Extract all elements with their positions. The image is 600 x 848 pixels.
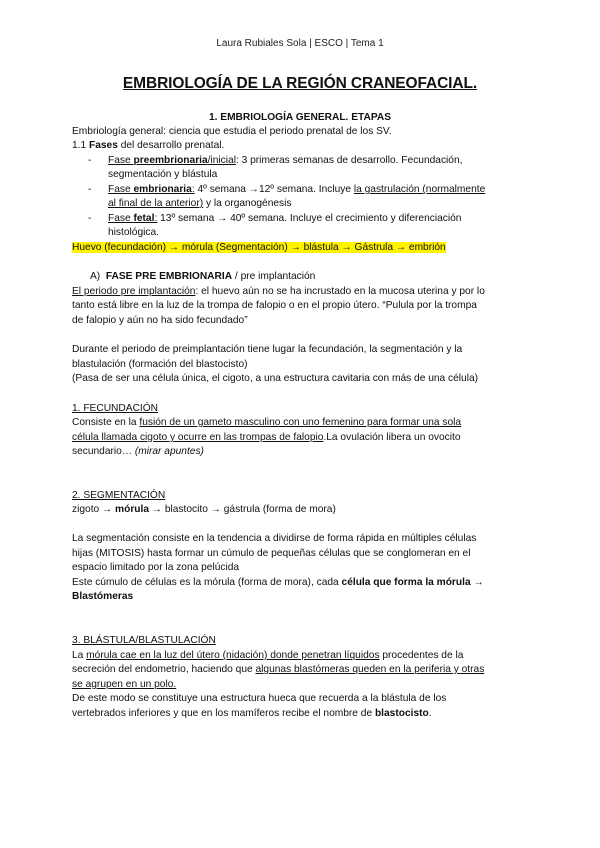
bullet-embrionaria-cont: al final de la anterior) y la organogénesis bbox=[108, 198, 292, 209]
bullet-text: 4º semana →12º semana. Incluye bbox=[194, 184, 354, 195]
bullet-label: Fase preembrionaria/inicial bbox=[108, 155, 236, 166]
blastula-l1: La mórula cae en la luz del útero (nidación) donde penetran líquidos procedentes de la bbox=[72, 650, 464, 661]
preimplant-p1-l1: El periodo pre implantación: el huevo aún no se ha incrustado en la mucosa uterina y por lo bbox=[72, 286, 485, 297]
fases-line bbox=[72, 139, 542, 154]
preimplant-p2-l3: (Pasa de ser una célula única, el cigoto, a una estructura cavitaria con más de una célula) bbox=[72, 373, 479, 384]
subsection-a-heading: A) FASE PRE EMBRIONARIA / pre implantación bbox=[90, 271, 316, 282]
blastula-l5: vertebrados inferiores y que en los mamíferos recibe el nombre de blastocisto. bbox=[72, 708, 432, 719]
fases-prefix: 1.1 bbox=[72, 140, 89, 151]
bullet-underlined: la gastrulación (normalmente bbox=[353, 184, 486, 195]
bullet-dash: - bbox=[88, 155, 92, 166]
highlight-sequence: Huevo (fecundación) → mórula (Segmentación) → blástula → Gástrula → embrión bbox=[72, 242, 446, 253]
segmentacion-p-l3: espacio limitado por la zona pelúcida bbox=[72, 562, 240, 573]
bullet-preembrionaria-cont: segmentación y blástula bbox=[108, 169, 218, 180]
segmentacion-sequence: zigoto → mórula → blastocito → gástrula (forma de mora) bbox=[72, 504, 336, 515]
segmentacion-p-l2: hijas (MITOSIS) hasta formar un cúmulo de pequeñas células que se conglomeran en el bbox=[72, 548, 471, 559]
blastula-l2: secreción del endometrio, haciendo que algunas blastómeras queden en la periferia y otras bbox=[72, 664, 485, 675]
segmentacion-heading: 2. SEGMENTACIÓN bbox=[72, 490, 166, 501]
fecundacion-l2: célula llamada cigoto y ocurre en las trompas de falopio.La ovulación libera un ovocito bbox=[72, 432, 461, 443]
bullet-fetal-cont: histológica. bbox=[108, 227, 159, 238]
fases-rest: del desarrollo prenatal. bbox=[117, 140, 225, 151]
blastula-l3: se agrupen en un polo. bbox=[72, 679, 177, 690]
bullet-text: : 3 primeras semanas de desarrollo. Fecundación, bbox=[235, 155, 463, 166]
blastula-l4: De este modo se constituye una estructura hueca que recuerda a la blástula de los bbox=[72, 693, 447, 704]
preimplant-p1-l2: tanto está libre en la luz de la trompa de falopio o en el propio útero. “Pulula por la trompa bbox=[72, 300, 477, 311]
bullet-preembrionaria bbox=[88, 154, 578, 169]
preimplant-p2-l2: blastulación (formación del blastocisto) bbox=[72, 359, 248, 370]
bullet-text: 13º semana → 40º semana. Incluye el crecimiento y diferenciación bbox=[157, 213, 462, 224]
preimplant-p1-l3: de falopio y aún no ha sido fecundado” bbox=[72, 315, 248, 326]
segmentacion-p-l4: Este cúmulo de células es la mórula (forma de mora), cada célula que forma la mórula → bbox=[72, 577, 484, 588]
bullet-fetal bbox=[88, 212, 578, 227]
bullet-dash: - bbox=[88, 213, 92, 224]
fecundacion-heading: 1. FECUNDACIÓN bbox=[72, 403, 159, 414]
fecundacion-l1: Consiste en la fusión de un gameto masculino con uno femenino para formar una sola bbox=[72, 417, 462, 428]
bullet-dash: - bbox=[88, 184, 92, 195]
bullet-label: Fase embrionaria: bbox=[108, 184, 195, 195]
section-heading-etapas: 1. EMBRIOLOGÍA GENERAL. ETAPAS bbox=[208, 112, 392, 123]
preimplant-p2-l1: Durante el periodo de preimplantación tiene lugar la fecundación, la segmentación y la bbox=[72, 344, 463, 355]
segmentacion-p-l1: La segmentación consiste en la tendencia a dividirse de forma rápida en múltiples células bbox=[72, 533, 477, 544]
intro-text: Embriología general: ciencia que estudia el periodo prenatal de los SV. bbox=[72, 126, 392, 137]
fecundacion-l3: secundario… (mirar apuntes) bbox=[72, 446, 204, 457]
fases-bold: Fases bbox=[89, 140, 118, 151]
bullet-label: Fase fetal: bbox=[108, 213, 158, 224]
blastula-heading: 3. BLÁSTULA/BLASTULACIÓN bbox=[72, 635, 216, 646]
page-title: EMBRIOLOGÍA DE LA REGIÓN CRANEOFACIAL. bbox=[122, 75, 478, 92]
segmentacion-p-l5: Blastómeras bbox=[72, 591, 134, 602]
page-header: Laura Rubiales Sola | ESCO | Tema 1 bbox=[216, 38, 384, 49]
bullet-embrionaria bbox=[88, 183, 578, 198]
